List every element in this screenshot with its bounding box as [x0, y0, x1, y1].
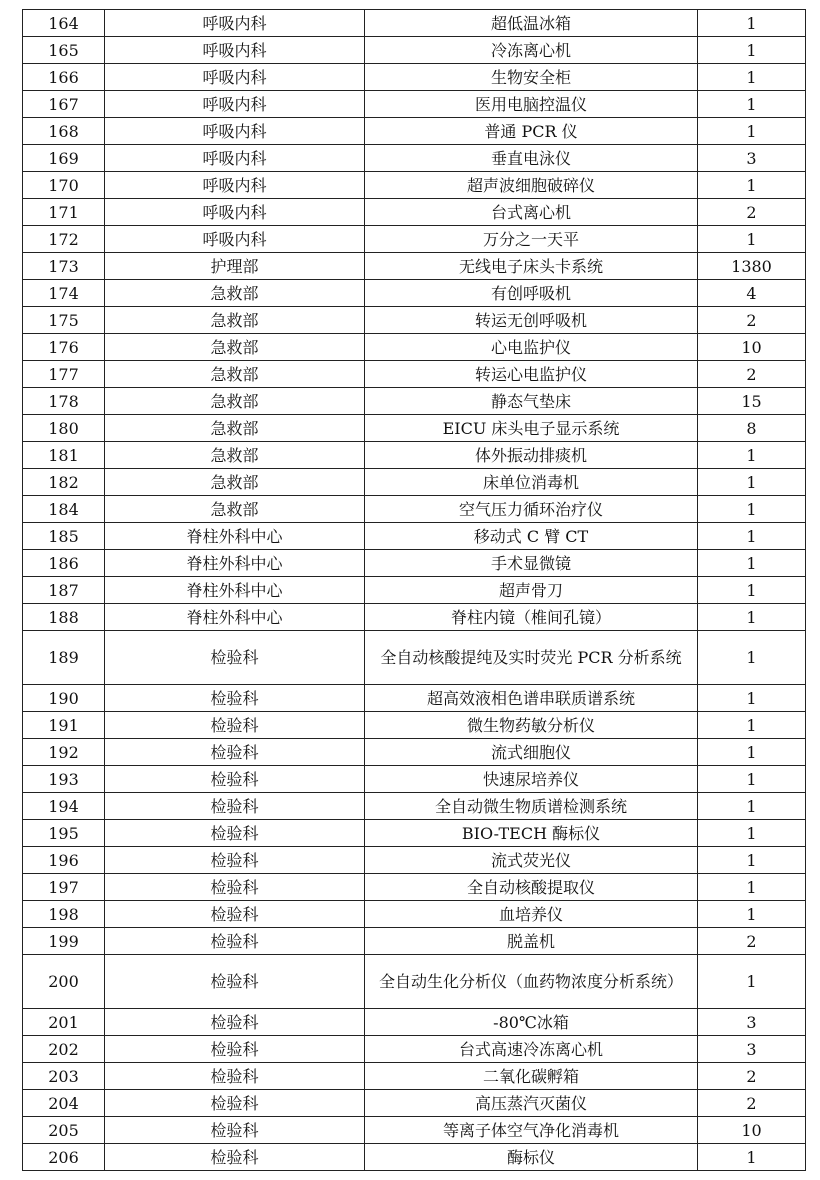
table-row — [23, 793, 806, 820]
quantity-cell: 1 — [698, 550, 806, 577]
quantity-cell: 1 — [698, 631, 806, 685]
row-number-cell: 164 — [23, 10, 105, 37]
department-cell: 检验科 — [105, 766, 365, 793]
quantity-cell: 1 — [698, 64, 806, 91]
row-number-cell: 165 — [23, 37, 105, 64]
table-row — [23, 442, 806, 469]
department-cell: 检验科 — [105, 793, 365, 820]
department-cell: 呼吸内科 — [105, 226, 365, 253]
department-cell: 检验科 — [105, 712, 365, 739]
equipment-name-cell: 超低温冰箱 — [365, 10, 698, 37]
quantity-cell: 1 — [698, 577, 806, 604]
row-number-cell: 182 — [23, 469, 105, 496]
quantity-cell: 1 — [698, 226, 806, 253]
equipment-name-cell: 酶标仪 — [365, 1144, 698, 1171]
row-number-cell: 203 — [23, 1063, 105, 1090]
table-row — [23, 928, 806, 955]
quantity-cell: 1380 — [698, 253, 806, 280]
table-row — [23, 415, 806, 442]
quantity-cell: 8 — [698, 415, 806, 442]
equipment-name-cell: 脊柱内镜（椎间孔镜） — [365, 604, 698, 631]
department-cell: 急救部 — [105, 307, 365, 334]
equipment-name-cell: 微生物药敏分析仪 — [365, 712, 698, 739]
department-cell: 检验科 — [105, 874, 365, 901]
department-cell: 护理部 — [105, 253, 365, 280]
department-cell: 检验科 — [105, 1036, 365, 1063]
table-row — [23, 577, 806, 604]
quantity-cell: 1 — [698, 469, 806, 496]
table-row — [23, 874, 806, 901]
equipment-name-cell: 万分之一天平 — [365, 226, 698, 253]
quantity-cell: 2 — [698, 199, 806, 226]
table-row — [23, 1009, 806, 1036]
department-cell: 检验科 — [105, 685, 365, 712]
quantity-cell: 1 — [698, 793, 806, 820]
row-number-cell: 191 — [23, 712, 105, 739]
equipment-name-cell: 手术显微镜 — [365, 550, 698, 577]
row-number-cell: 174 — [23, 280, 105, 307]
quantity-cell: 1 — [698, 604, 806, 631]
quantity-cell: 1 — [698, 442, 806, 469]
row-number-cell: 197 — [23, 874, 105, 901]
equipment-name-cell: EICU 床头电子显示系统 — [365, 415, 698, 442]
quantity-cell: 1 — [698, 955, 806, 1009]
table-row — [23, 523, 806, 550]
equipment-name-cell: 移动式 C 臂 CT — [365, 523, 698, 550]
row-number-cell: 195 — [23, 820, 105, 847]
row-number-cell: 178 — [23, 388, 105, 415]
equipment-name-cell: 台式离心机 — [365, 199, 698, 226]
quantity-cell: 1 — [698, 712, 806, 739]
table-row — [23, 1117, 806, 1144]
quantity-cell: 1 — [698, 847, 806, 874]
quantity-cell: 1 — [698, 874, 806, 901]
equipment-table — [22, 9, 806, 1171]
row-number-cell: 188 — [23, 604, 105, 631]
quantity-cell: 2 — [698, 1063, 806, 1090]
equipment-name-cell: 血培养仪 — [365, 901, 698, 928]
quantity-cell: 4 — [698, 280, 806, 307]
department-cell: 急救部 — [105, 388, 365, 415]
table-row — [23, 199, 806, 226]
row-number-cell: 205 — [23, 1117, 105, 1144]
table-row — [23, 1090, 806, 1117]
department-cell: 检验科 — [105, 1144, 365, 1171]
equipment-name-cell: 全自动生化分析仪（血药物浓度分析系统） — [365, 955, 698, 1009]
table-row — [23, 118, 806, 145]
row-number-cell: 167 — [23, 91, 105, 118]
table-row — [23, 766, 806, 793]
table-row — [23, 226, 806, 253]
department-cell: 急救部 — [105, 442, 365, 469]
row-number-cell: 204 — [23, 1090, 105, 1117]
row-number-cell: 198 — [23, 901, 105, 928]
quantity-cell: 3 — [698, 1036, 806, 1063]
table-row — [23, 901, 806, 928]
equipment-name-cell: 台式高速冷冻离心机 — [365, 1036, 698, 1063]
equipment-name-cell: 高压蒸汽灭菌仪 — [365, 1090, 698, 1117]
row-number-cell: 166 — [23, 64, 105, 91]
table-row — [23, 712, 806, 739]
quantity-cell: 1 — [698, 37, 806, 64]
row-number-cell: 181 — [23, 442, 105, 469]
row-number-cell: 170 — [23, 172, 105, 199]
table-row — [23, 334, 806, 361]
quantity-cell: 10 — [698, 1117, 806, 1144]
equipment-name-cell: 无线电子床头卡系统 — [365, 253, 698, 280]
quantity-cell: 1 — [698, 739, 806, 766]
equipment-name-cell: BIO-TECH 酶标仪 — [365, 820, 698, 847]
row-number-cell: 190 — [23, 685, 105, 712]
department-cell: 急救部 — [105, 361, 365, 388]
department-cell: 脊柱外科中心 — [105, 550, 365, 577]
quantity-cell: 3 — [698, 145, 806, 172]
row-number-cell: 177 — [23, 361, 105, 388]
department-cell: 检验科 — [105, 1090, 365, 1117]
equipment-name-cell: 体外振动排痰机 — [365, 442, 698, 469]
department-cell: 呼吸内科 — [105, 37, 365, 64]
department-cell: 脊柱外科中心 — [105, 577, 365, 604]
equipment-table-page — [22, 9, 805, 1171]
row-number-cell: 201 — [23, 1009, 105, 1036]
table-row — [23, 64, 806, 91]
table-row — [23, 253, 806, 280]
equipment-name-cell: 等离子体空气净化消毒机 — [365, 1117, 698, 1144]
equipment-name-cell: 床单位消毒机 — [365, 469, 698, 496]
equipment-name-cell: 医用电脑控温仪 — [365, 91, 698, 118]
row-number-cell: 184 — [23, 496, 105, 523]
quantity-cell: 1 — [698, 685, 806, 712]
department-cell: 检验科 — [105, 1117, 365, 1144]
quantity-cell: 1 — [698, 901, 806, 928]
department-cell: 检验科 — [105, 631, 365, 685]
table-row — [23, 172, 806, 199]
department-cell: 呼吸内科 — [105, 64, 365, 91]
equipment-name-cell: 超高效液相色谱串联质谱系统 — [365, 685, 698, 712]
row-number-cell: 202 — [23, 1036, 105, 1063]
table-row — [23, 955, 806, 1009]
equipment-name-cell: 二氧化碳孵箱 — [365, 1063, 698, 1090]
department-cell: 急救部 — [105, 469, 365, 496]
table-row — [23, 145, 806, 172]
table-row — [23, 388, 806, 415]
department-cell: 检验科 — [105, 901, 365, 928]
row-number-cell: 200 — [23, 955, 105, 1009]
department-cell: 呼吸内科 — [105, 118, 365, 145]
department-cell: 急救部 — [105, 496, 365, 523]
table-row — [23, 631, 806, 685]
table-row — [23, 1063, 806, 1090]
row-number-cell: 193 — [23, 766, 105, 793]
table-row — [23, 37, 806, 64]
quantity-cell: 3 — [698, 1009, 806, 1036]
row-number-cell: 176 — [23, 334, 105, 361]
equipment-name-cell: 流式荧光仪 — [365, 847, 698, 874]
department-cell: 急救部 — [105, 415, 365, 442]
quantity-cell: 1 — [698, 766, 806, 793]
row-number-cell: 189 — [23, 631, 105, 685]
equipment-name-cell: 生物安全柜 — [365, 64, 698, 91]
table-row — [23, 550, 806, 577]
department-cell: 急救部 — [105, 334, 365, 361]
quantity-cell: 1 — [698, 91, 806, 118]
equipment-name-cell: 流式细胞仪 — [365, 739, 698, 766]
department-cell: 呼吸内科 — [105, 199, 365, 226]
table-row — [23, 847, 806, 874]
row-number-cell: 173 — [23, 253, 105, 280]
department-cell: 急救部 — [105, 280, 365, 307]
quantity-cell: 1 — [698, 10, 806, 37]
quantity-cell: 2 — [698, 307, 806, 334]
department-cell: 呼吸内科 — [105, 10, 365, 37]
row-number-cell: 175 — [23, 307, 105, 334]
department-cell: 呼吸内科 — [105, 145, 365, 172]
department-cell: 检验科 — [105, 1063, 365, 1090]
department-cell: 检验科 — [105, 847, 365, 874]
equipment-name-cell: 脱盖机 — [365, 928, 698, 955]
row-number-cell: 196 — [23, 847, 105, 874]
department-cell: 脊柱外科中心 — [105, 604, 365, 631]
department-cell: 检验科 — [105, 955, 365, 1009]
equipment-name-cell: 有创呼吸机 — [365, 280, 698, 307]
department-cell: 呼吸内科 — [105, 91, 365, 118]
row-number-cell: 186 — [23, 550, 105, 577]
equipment-name-cell: 普通 PCR 仪 — [365, 118, 698, 145]
quantity-cell: 2 — [698, 928, 806, 955]
row-number-cell: 187 — [23, 577, 105, 604]
quantity-cell: 2 — [698, 361, 806, 388]
quantity-cell: 1 — [698, 1144, 806, 1171]
table-row — [23, 10, 806, 37]
equipment-name-cell: 静态气垫床 — [365, 388, 698, 415]
quantity-cell: 1 — [698, 523, 806, 550]
department-cell: 脊柱外科中心 — [105, 523, 365, 550]
table-row — [23, 685, 806, 712]
quantity-cell: 1 — [698, 118, 806, 145]
equipment-name-cell: 快速尿培养仪 — [365, 766, 698, 793]
table-row — [23, 280, 806, 307]
quantity-cell: 1 — [698, 172, 806, 199]
equipment-name-cell: 转运无创呼吸机 — [365, 307, 698, 334]
equipment-name-cell: 垂直电泳仪 — [365, 145, 698, 172]
quantity-cell: 1 — [698, 496, 806, 523]
table-row — [23, 307, 806, 334]
row-number-cell: 185 — [23, 523, 105, 550]
equipment-name-cell: 全自动核酸提取仪 — [365, 874, 698, 901]
equipment-name-cell: 超声骨刀 — [365, 577, 698, 604]
row-number-cell: 171 — [23, 199, 105, 226]
table-row — [23, 820, 806, 847]
table-row — [23, 739, 806, 766]
quantity-cell: 1 — [698, 820, 806, 847]
row-number-cell: 172 — [23, 226, 105, 253]
table-row — [23, 496, 806, 523]
equipment-name-cell: -80℃冰箱 — [365, 1009, 698, 1036]
quantity-cell: 2 — [698, 1090, 806, 1117]
row-number-cell: 169 — [23, 145, 105, 172]
row-number-cell: 194 — [23, 793, 105, 820]
equipment-name-cell: 全自动微生物质谱检测系统 — [365, 793, 698, 820]
table-row — [23, 1144, 806, 1171]
equipment-name-cell: 空气压力循环治疗仪 — [365, 496, 698, 523]
row-number-cell: 206 — [23, 1144, 105, 1171]
table-row — [23, 1036, 806, 1063]
row-number-cell: 180 — [23, 415, 105, 442]
equipment-table-body — [23, 10, 806, 1171]
department-cell: 检验科 — [105, 928, 365, 955]
row-number-cell: 168 — [23, 118, 105, 145]
department-cell: 呼吸内科 — [105, 172, 365, 199]
table-row — [23, 604, 806, 631]
equipment-name-cell: 心电监护仪 — [365, 334, 698, 361]
table-row — [23, 361, 806, 388]
quantity-cell: 10 — [698, 334, 806, 361]
equipment-name-cell: 全自动核酸提纯及实时荧光 PCR 分析系统 — [365, 631, 698, 685]
quantity-cell: 15 — [698, 388, 806, 415]
equipment-name-cell: 转运心电监护仪 — [365, 361, 698, 388]
table-row — [23, 469, 806, 496]
department-cell: 检验科 — [105, 739, 365, 766]
equipment-name-cell: 超声波细胞破碎仪 — [365, 172, 698, 199]
row-number-cell: 192 — [23, 739, 105, 766]
department-cell: 检验科 — [105, 1009, 365, 1036]
equipment-name-cell: 冷冻离心机 — [365, 37, 698, 64]
department-cell: 检验科 — [105, 820, 365, 847]
table-row — [23, 91, 806, 118]
row-number-cell: 199 — [23, 928, 105, 955]
